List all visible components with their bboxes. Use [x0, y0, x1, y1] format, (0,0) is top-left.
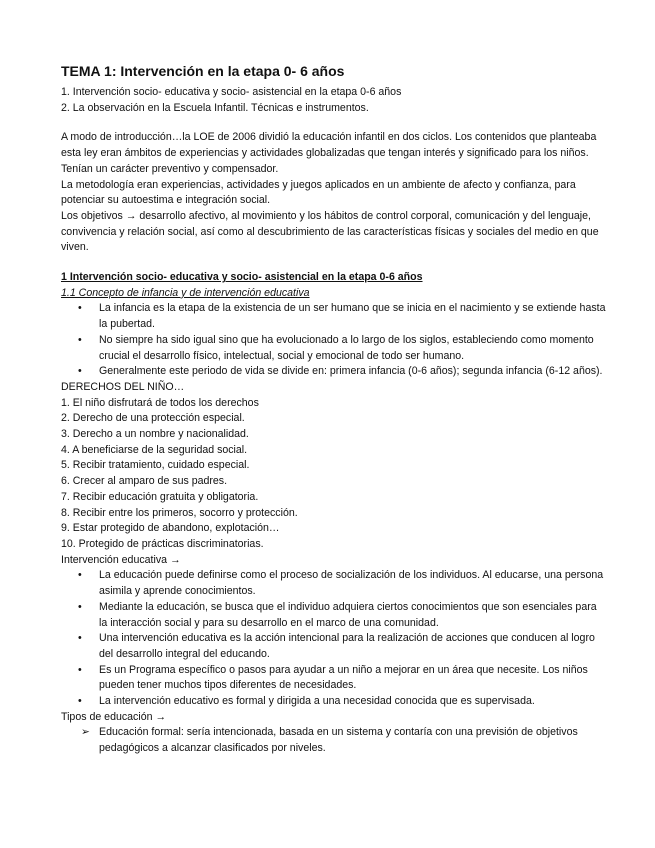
intervention-heading: Intervención educativa →: [61, 553, 181, 566]
types-heading: Tipos de educación →: [61, 710, 167, 723]
bullet-icon: •: [78, 663, 82, 676]
bullet-icon: •: [78, 302, 82, 315]
list-item: 6. Crecer al amparo de sus padres.: [61, 475, 228, 488]
list-item: • La infancia es la etapa de la existencia de un ser humano que se inicia en el nacimiento y se extiende hasta la pubertad.: [78, 302, 606, 331]
infancy-bullet-list: [61, 301, 606, 380]
toc-item-1: 1. Intervención socio- educativa y socio- asistencial en la etapa 0-6 años: [61, 86, 402, 98]
list-item: • Una intervención educativa es la acción intencional para la realización de acciones que conducen al logro del desarrollo integral del educando.: [78, 632, 595, 660]
list-item: 10. Protegido de prácticas discriminatorias.: [61, 537, 264, 550]
list-item: • Generalmente este periodo de vida se divide en: primera infancia (0-6 años); segunda infancia (6-12 años).: [61, 364, 606, 380]
bullet-icon: •: [78, 695, 82, 708]
toc-item-2: 2. La observación en la Escuela Infantil. Técnicas e instrumentos.: [61, 101, 369, 114]
bullet-icon: •: [78, 365, 82, 378]
list-item: • Es un Programa específico o pasos para ayudar a un niño a mejorar en un área que necesite. Los niños pueden tener muchos tipos diferentes de necesidades.: [78, 663, 588, 692]
intervention-bullet-list: [61, 568, 606, 709]
document-body: [61, 62, 606, 757]
list-item: 5. Recibir tratamiento, cuidado especial.: [61, 459, 250, 472]
section-heading: 1 Intervención socio- educativa y socio- asistencial en la etapa 0-6 años: [61, 271, 423, 284]
list-item: • La intervención educativo es formal y dirigida a una necesidad conocida que es supervisada.: [61, 694, 606, 710]
list-item: • La educación puede definirse como el proceso de socialización de los individuos. Al educarse, una persona asimila y aprende conocimientos.: [78, 569, 604, 598]
rights-list: [61, 396, 606, 553]
bullet-icon: •: [78, 632, 82, 645]
rights-heading: DERECHOS DEL NIÑO…: [61, 380, 185, 393]
bullet-icon: •: [78, 600, 82, 613]
list-item: 7. Recibir educación gratuita y obligatoria.: [61, 490, 259, 503]
bullet-icon: •: [78, 333, 82, 346]
list-item: 2. Derecho de una protección especial.: [61, 412, 245, 425]
intro-paragraph-3: Los objetivos → desarrollo afectivo, al movimiento y los hábitos de control corporal, comunicación y del lenguaje, convivencia y relación social, así como al descubrimiento de las características físicas y sociales del medio en que viven.: [61, 209, 599, 254]
list-item: 3. Derecho a un nombre y nacionalidad.: [61, 428, 249, 441]
intro-paragraph-2: La metodología eran experiencias, actividades y juegos aplicados en un ambiente de afecto y confianza, para potenciar su autoestima e integración social.: [61, 178, 576, 207]
bullet-icon: •: [78, 569, 82, 582]
list-item: 4. A beneficiarse de la seguridad social.: [61, 443, 248, 456]
document-title: TEMA 1: Intervención en la etapa 0- 6 años: [61, 63, 345, 79]
list-item: ➢ Educación formal: sería intencionada, basada en un sistema y contaría con una previsión de objetivos pedagógicos a alcanzar clasificados por niveles.: [81, 726, 578, 755]
list-item: 8. Recibir entre los primeros, socorro y protección.: [61, 506, 298, 519]
list-item: 1. El niño disfrutará de todos los derechos: [61, 396, 259, 409]
types-list: [61, 725, 606, 756]
subsection-heading: 1.1 Concepto de infancia y de intervención educativa: [61, 286, 310, 299]
list-item: 9. Estar protegido de abandono, explotación…: [61, 522, 280, 535]
list-item: • Mediante la educación, se busca que el individuo adquiera ciertos conocimientos que son esenciales para la interacción social y para su desarrollo en el marco de una comunidad.: [78, 600, 597, 629]
intro-paragraph-1: A modo de introducción…la LOE de 2006 dividió la educación infantil en dos ciclos. Los contenidos que planteaba esta ley eran ámbitos de experiencias y actividades globalizadas que tengan interés y significado para los niños. Tenían un carácter preventivo y compensador.: [61, 131, 597, 175]
list-item: • No siempre ha sido igual sino que ha evolucionado a lo largo de los siglos, estableciendo como momento crucial el desarrollo físico, intelectual, social y emocional de todo ser humano.: [78, 333, 594, 362]
arrowhead-bullet-icon: ➢: [81, 726, 90, 739]
